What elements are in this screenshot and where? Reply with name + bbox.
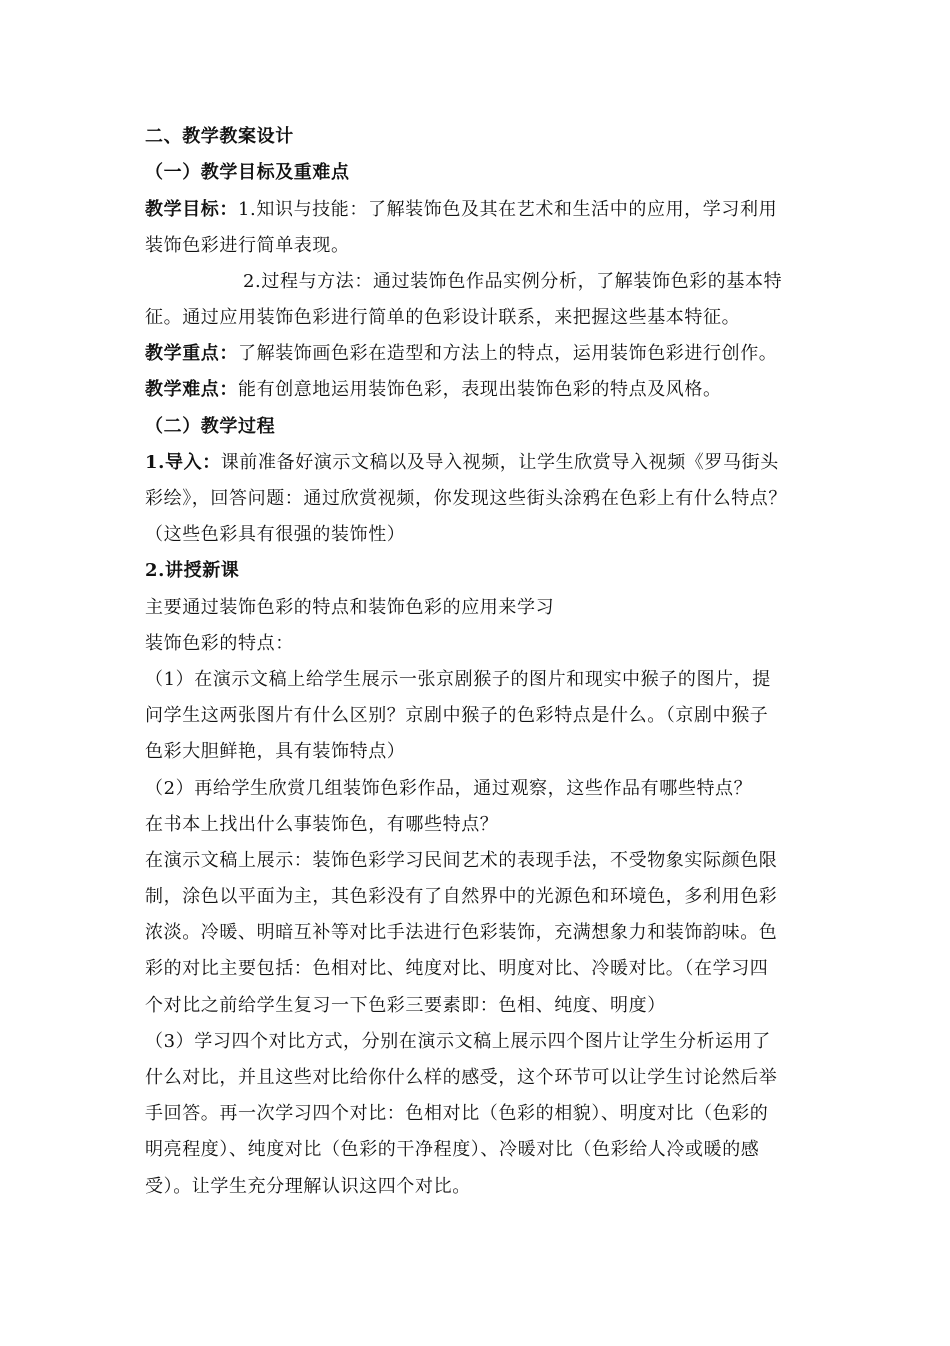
goal-item1-a: 1.知识与技能：了解装饰色及其在艺术和生活中的应用，学习利用 — [238, 199, 778, 220]
lecture-line: （2）再给学生欣赏几组装饰色彩作品，通过观察，这些作品有哪些特点？ — [145, 778, 753, 799]
lecture-line: 在书本上找出什么事装饰色，有哪些特点？ — [145, 814, 499, 835]
sub2-title: （二）教学过程 — [145, 416, 276, 437]
difficulty-label: 教学难点： — [145, 379, 238, 400]
lecture-line: 问学生这两张图片有什么区别？京剧中猴子的色彩特点是什么。（京剧中猴子 — [145, 705, 769, 726]
goal-label: 教学目标： — [145, 199, 238, 220]
lecture-line: 个对比之前给学生复习一下色彩三要素即：色相、纯度、明度） — [145, 995, 666, 1016]
lecture-line: 手回答。再一次学习四个对比：色相对比（色彩的相貌）、明度对比（色彩的 — [145, 1103, 769, 1124]
lecture-line: （3）学习四个对比方式，分别在演示文稿上展示四个图片让学生分析运用了 — [145, 1031, 771, 1052]
lecture-label: 2.讲授新课 — [145, 560, 240, 581]
lecture-line: 主要通过装饰色彩的特点和装饰色彩的应用来学习 — [145, 597, 555, 618]
lecture-line: 明亮程度）、纯度对比（色彩的干净程度）、冷暖对比（色彩给人冷或暖的感 — [145, 1139, 760, 1160]
lecture-line: （1）在演示文稿上给学生展示一张京剧猴子的图片和现实中猴子的图片，提 — [145, 669, 771, 690]
lecture-line: 什么对比，并且这些对比给你什么样的感受，这个环节可以让学生讨论然后举 — [145, 1067, 778, 1088]
section-title: 二、教学教案设计 — [145, 126, 294, 147]
difficulty — [145, 379, 722, 401]
goal-item2-a: 2.过程与方法：通过装饰色作品实例分析，了解装饰色彩的基本特 — [243, 271, 783, 292]
lecture-line: 装饰色彩的特点： — [145, 633, 294, 654]
lecture-line: 彩的对比主要包括：色相对比、纯度对比、明度对比、冷暖对比。（在学习四 — [145, 958, 769, 979]
intro-label: 1.导入： — [145, 452, 221, 473]
lecture-line: 制，涂色以平面为主，其色彩没有了自然界中的光源色和环境色，多利用色彩 — [145, 886, 778, 907]
key-label: 教学重点： — [145, 343, 238, 364]
intro-text-1: 课前准备好演示文稿以及导入视频，让学生欣赏导入视频《罗马街头 — [220, 452, 779, 473]
goal-item2-b: 征。通过应用装饰色彩进行简单的色彩设计联系，来把握这些基本特征。 — [145, 307, 741, 328]
goal-line-1 — [145, 199, 777, 221]
difficulty-text: 能有创意地运用装饰色彩，表现出装饰色彩的特点及风格。 — [238, 379, 722, 400]
lecture-line: 色彩大胆鲜艳，具有装饰特点） — [145, 741, 406, 762]
lecture-line: 受）。让学生充分理解认识这四个对比。 — [145, 1176, 471, 1197]
key-text: 了解装饰画色彩在造型和方法上的特点，运用装饰色彩进行创作。 — [238, 343, 778, 364]
key-point — [145, 343, 777, 365]
intro-line-1 — [145, 452, 779, 474]
intro-line-3: （这些色彩具有很强的装饰性） — [145, 524, 406, 545]
lecture-line: 在演示文稿上展示：装饰色彩学习民间艺术的表现手法，不受物象实际颜色限 — [145, 850, 778, 871]
goal-item1-b: 装饰色彩进行简单表现。 — [145, 235, 350, 256]
sub1-title: （一）教学目标及重难点 — [145, 162, 350, 183]
lecture-line: 浓淡。冷暖、明暗互补等对比手法进行色彩装饰，充满想象力和装饰韵味。色 — [145, 922, 778, 943]
intro-line-2: 彩绘》，回答问题：通过欣赏视频，你发现这些街头涂鸦在色彩上有什么特点？ — [145, 488, 787, 509]
